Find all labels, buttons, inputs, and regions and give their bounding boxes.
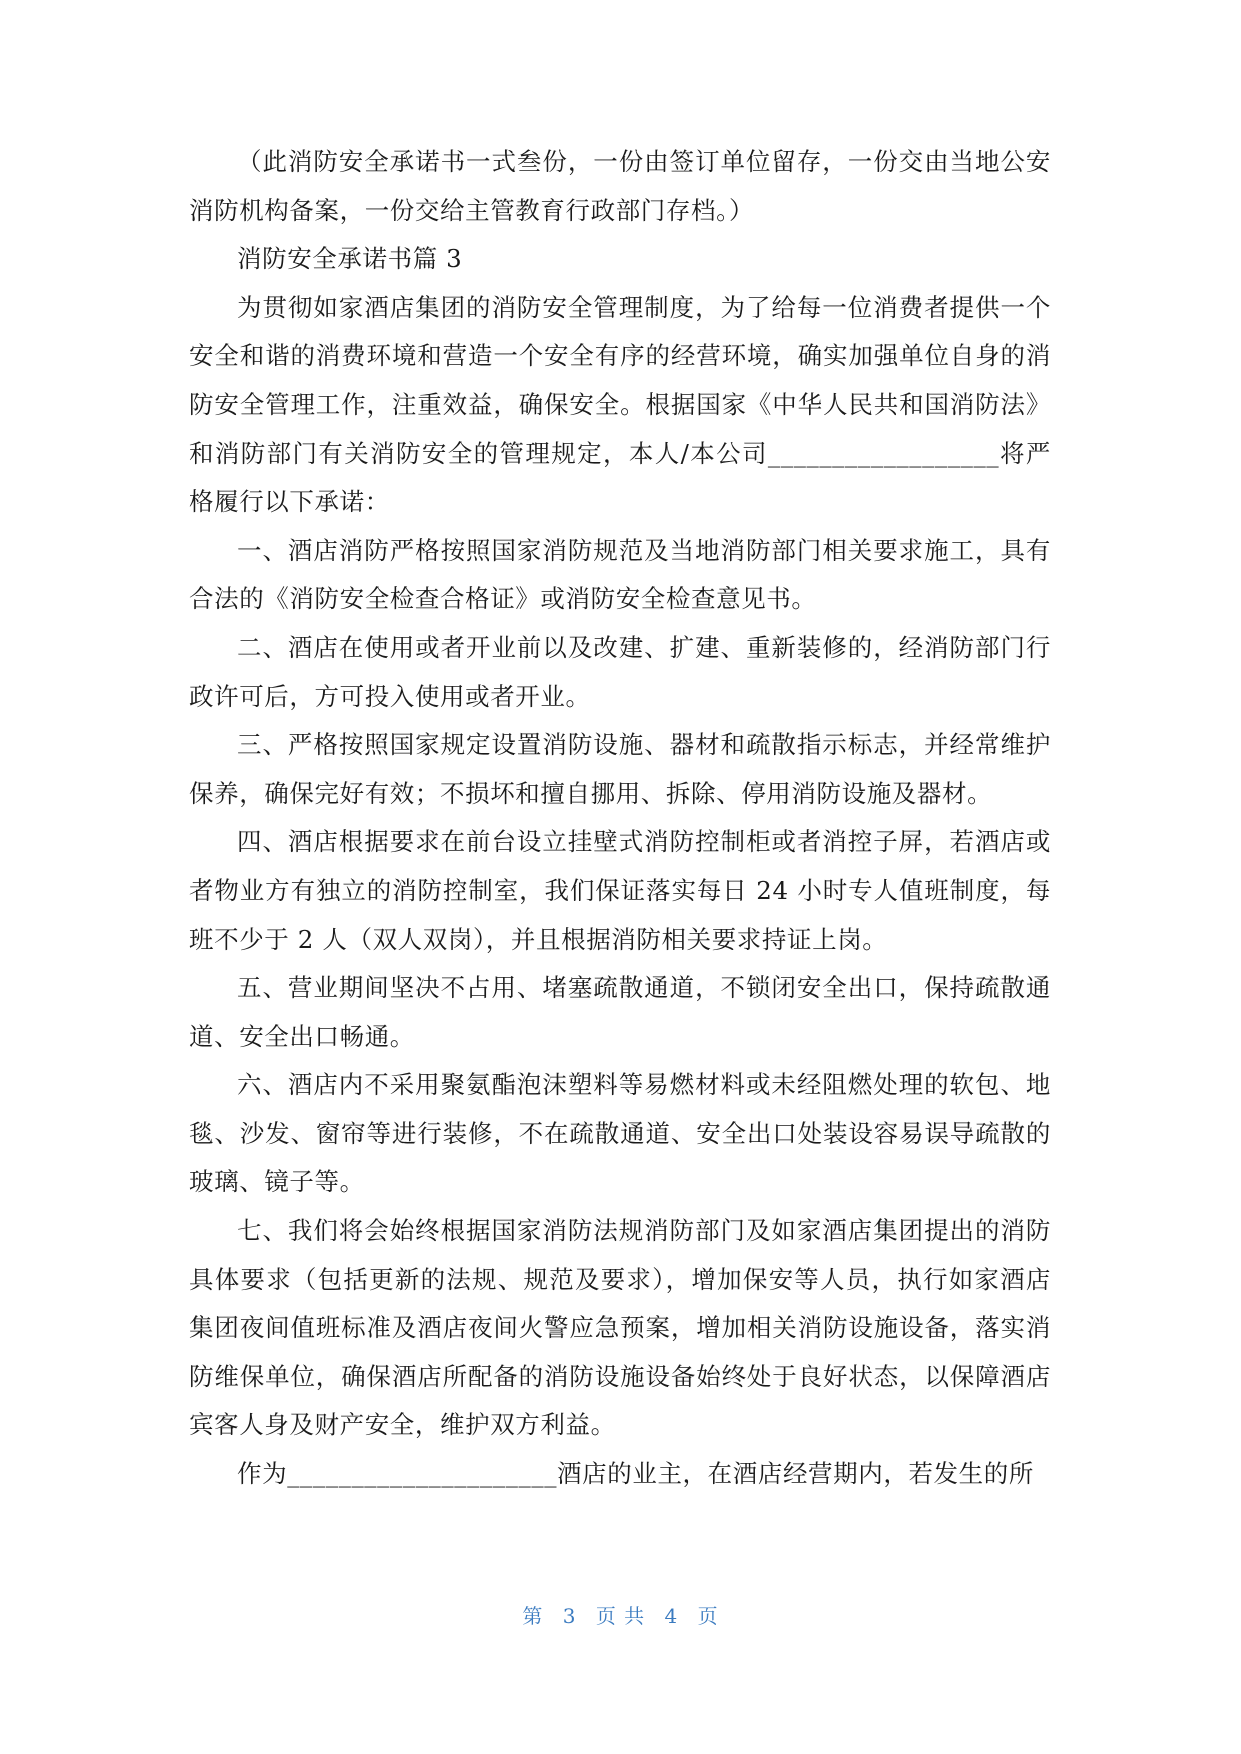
paragraph-intro: 为贯彻如家酒店集团的消防安全管理制度，为了给每一位消费者提供一个安全和谐的消费环境和营造一个安全有序的经营环境，确实加强单位自身的消防安全管理工作，注重效益，确保安全。根据国家《中华人民共和国消防法》和消防部门有关消防安全的管理规定，本人/本公司__________________将严格履行以下承诺：: [189, 292, 1051, 517]
paragraph-item-1: 一、酒店消防严格按照国家消防规范及当地消防部门相关要求施工，具有合法的《消防安全检查合格证》或消防安全检查意见书。: [189, 535, 1051, 614]
paragraph-item-2: 二、酒店在使用或者开业前以及改建、扩建、重新装修的，经消防部门行政许可后，方可投入使用或者开业。: [189, 632, 1051, 711]
section-heading: 消防安全承诺书篇 3: [237, 244, 463, 274]
paragraph-closing: 作为_____________________酒店的业主，在酒店经营期内，若发生的所: [237, 1459, 1034, 1489]
paragraph-item-3: 三、严格按照国家规定设置消防设施、器材和疏散指示标志，并经常维护保养，确保完好有效；不损坏和擅自挪用、拆除、停用消防设施及器材。: [189, 730, 1051, 808]
paragraph-item-4: 四、酒店根据要求在前台设立挂壁式消防控制柜或者消控子屏，若酒店或者物业方有独立的消防控制室，我们保证落实每日 24 小时专人值班制度，每班不少于 2 人（双人双岗），并且根据消防相关要求持证上岗。: [189, 827, 1051, 954]
page-footer: [0, 1600, 1241, 1629]
footer-prefix: 第: [522, 1604, 544, 1628]
document-body: [189, 138, 1051, 1499]
footer-suffix: 页: [697, 1604, 719, 1628]
paragraph-item-6: 六、酒店内不采用聚氨酯泡沫塑料等易燃材料或未经阻燃处理的软包、地毯、沙发、窗帘等进行装修，不在疏散通道、安全出口处装设容易误导疏散的玻璃、镜子等。: [189, 1070, 1051, 1197]
current-page-number: 3: [562, 1604, 577, 1628]
paragraph-item-7: 七、我们将会始终根据国家消防法规消防部门及如家酒店集团提出的消防具体要求（包括更新的法规、规范及要求），增加保安等人员，执行如家酒店集团夜间值班标准及酒店夜间火警应急预案，增加相关消防设施设备，落实消防维保单位，确保酒店所配备的消防设施设备始终处于良好状态，以保障酒店宾客人身及财产安全，维护双方利益。: [189, 1216, 1051, 1440]
paragraph-note: （此消防安全承诺书一式叁份，一份由签订单位留存，一份交由当地公安消防机构备案，一份交给主管教育行政部门存档。）: [189, 147, 1051, 225]
total-pages-number: 4: [664, 1604, 679, 1628]
footer-middle: 页 共: [595, 1604, 646, 1628]
paragraph-item-5: 五、营业期间坚决不占用、堵塞疏散通道，不锁闭安全出口，保持疏散通道、安全出口畅通。: [189, 973, 1051, 1051]
